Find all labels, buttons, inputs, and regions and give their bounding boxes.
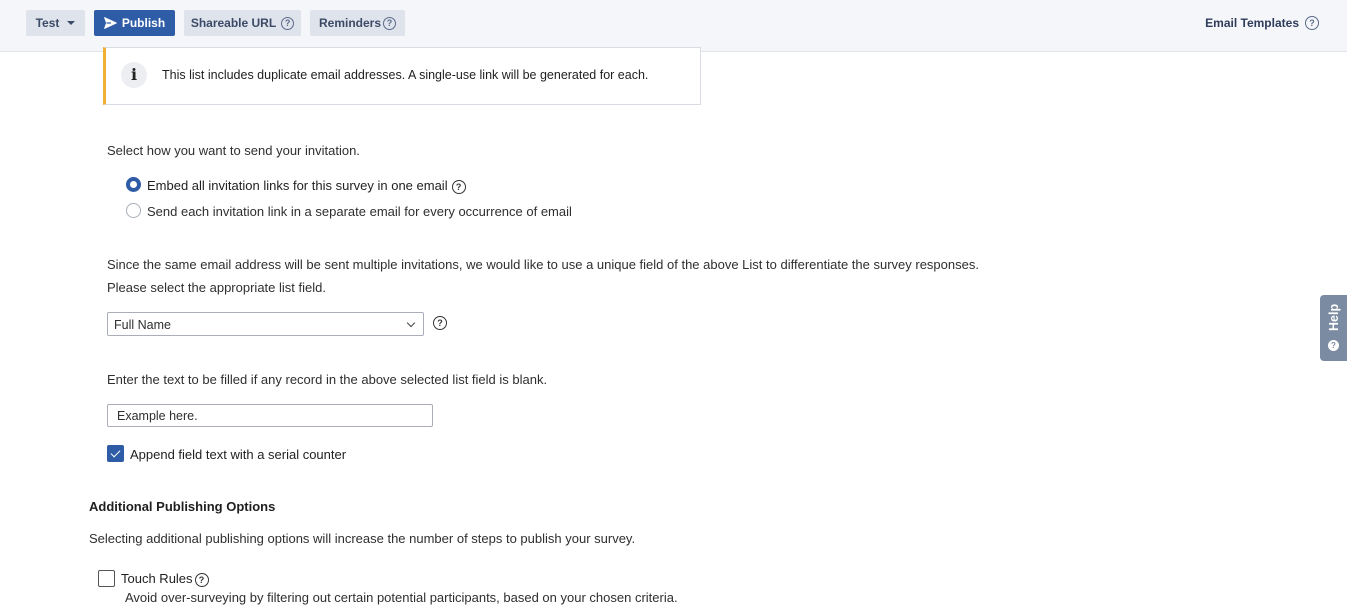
list-field-select[interactable] (107, 312, 424, 336)
radio-embed-all-links-label-row (147, 178, 466, 194)
paper-plane-icon (104, 17, 117, 29)
question-circle-icon[interactable]: ? (452, 180, 466, 194)
send-method-prompt: Select how you want to send your invitation. (107, 143, 360, 158)
question-circle-icon[interactable]: ? (195, 573, 209, 587)
top-toolbar (0, 0, 1347, 52)
append-counter-checkbox[interactable] (107, 445, 124, 462)
unique-field-explanation: Since the same email address will be sent multiple invitations, we would like to use a unique field of the above List to differentiate the survey responses. (107, 257, 979, 272)
help-side-tab[interactable] (1320, 295, 1347, 361)
shareable-url-button[interactable] (184, 10, 301, 36)
reminders-label: Reminders (318, 16, 382, 30)
blank-text-input[interactable] (107, 404, 433, 427)
info-icon: i (121, 62, 147, 88)
radio-embed-all-links[interactable] (126, 177, 141, 192)
question-circle-icon[interactable]: ? (433, 316, 447, 330)
touch-rules-label-row (121, 571, 209, 587)
shareable-url-label: Shareable URL (190, 16, 277, 30)
append-counter-label[interactable]: Append field text with a serial counter (130, 447, 347, 462)
duplicate-email-alert (103, 47, 701, 105)
caret-down-icon (67, 21, 75, 25)
help-tab-label: Help (1327, 303, 1341, 331)
publish-button[interactable] (94, 10, 175, 36)
additional-options-heading: Additional Publishing Options (89, 499, 276, 514)
alert-message: This list includes duplicate email addresses. A single-use link will be generated for each. (162, 68, 649, 82)
additional-options-description: Selecting additional publishing options will increase the number of steps to publish your survey. (89, 531, 636, 546)
question-circle-icon[interactable]: ? (383, 17, 396, 30)
question-circle-icon: ? (1328, 340, 1339, 351)
unique-field-instruction: Please select the appropriate list field. (107, 280, 326, 295)
publish-label: Publish (121, 16, 166, 30)
test-label: Test (35, 16, 60, 30)
radio-separate-email[interactable] (126, 203, 141, 218)
touch-rules-description: Avoid over-surveying by filtering out certain potential participants, based on your chosen criteria. (125, 590, 678, 605)
test-dropdown-button[interactable] (26, 10, 85, 36)
radio-separate-email-label[interactable]: Send each invitation link in a separate email for every occurrence of email (147, 204, 572, 219)
reminders-button[interactable] (310, 10, 405, 36)
blank-text-prompt: Enter the text to be filled if any record in the above selected list field is blank. (107, 372, 548, 387)
radio-embed-all-links-label[interactable]: Embed all invitation links for this survey in one email (147, 178, 448, 193)
email-templates-label: Email Templates (1205, 16, 1299, 30)
question-circle-icon[interactable]: ? (281, 17, 294, 30)
chevron-down-icon (407, 319, 415, 327)
email-templates-link[interactable] (1205, 16, 1319, 30)
touch-rules-label[interactable]: Touch Rules (121, 571, 193, 586)
list-field-select-value: Full Name (114, 318, 171, 332)
touch-rules-checkbox[interactable] (98, 570, 115, 587)
question-circle-icon[interactable]: ? (1305, 16, 1319, 30)
